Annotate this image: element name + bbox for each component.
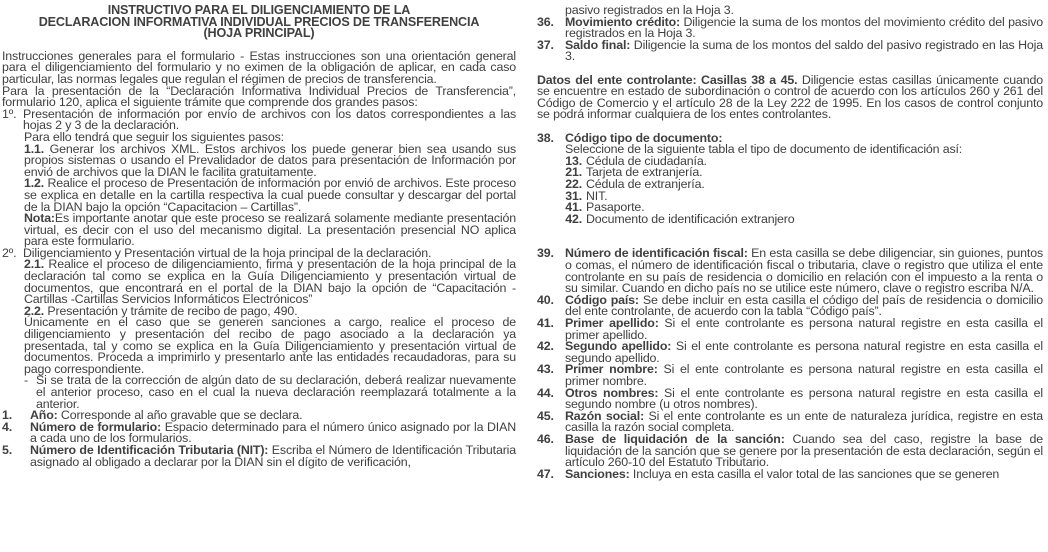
item-number: 5. xyxy=(2,442,13,457)
controlante-label: Datos del ente controlante: Casillas 38 a 45. xyxy=(537,72,798,87)
document-title xyxy=(2,5,516,40)
item-label: Sanciones: xyxy=(565,466,630,481)
list-item xyxy=(537,341,1043,364)
title-line-3: (HOJA PRINCIPAL) xyxy=(203,26,315,41)
item-number: 38. xyxy=(537,130,554,145)
item-number: 42. xyxy=(537,339,554,354)
item-number: 4. xyxy=(2,419,13,434)
substep-1-2-text: Realice el proceso de Presentación de información por envió de archivos. Este proceso se explica en detalle en la cartilla respectiva la cual puede consultar y descargar del portal de la DIAN bajo la opción “Capacitacion – Cartillas”. xyxy=(24,176,517,214)
correction-note-text: Si se trata de la corrección de algún dato de su declaración, deberá realizar nuevamente el anterior proceso, caso en el cual la nueva declaración reemplazará totalmente a la anterior. xyxy=(36,373,516,411)
item-text: Si el ente controlante es persona natural registre en esta casilla el segundo apellido. xyxy=(565,339,1043,365)
item-text: En esta casilla se debe diligenciar, sin guiones, puntos o comas, el número de identificación fiscal o tributaria, clave o registro que utiliza el ente controlante en su país de residencia o domicilio en relación con el impuesto a la renta o su similar. Cuando en dicho país no se utilice este número, clave o registro escriba N/A. xyxy=(565,246,1043,296)
presentation-paragraph: Para la presentación de la “Declaración Informativa Individual Precios de Transferencia”, formulario 120, aplica el siguiente trámite que comprende dos grandes pasos: xyxy=(2,83,516,110)
list-item xyxy=(537,364,1043,387)
item-text: Diligencie la suma de los montos del saldo del pasivo registrado en las Hoja 3. xyxy=(565,37,1043,64)
item-text: Si el ente controlante es persona natural registre en esta casilla el primer nombre. xyxy=(565,362,1043,388)
substep-1-1-text: Generar los archivos XML. Estos archivos los puede generar bien sea usando sus propios sistemas o usando el Prevalidador de datos para presentación de Información por envió de archivos que la DIAN le facilita gratuitamente. xyxy=(24,141,516,179)
list-item xyxy=(537,431,1043,470)
item-number: 37. xyxy=(537,37,554,52)
item-label: Primer apellido: xyxy=(565,316,659,331)
item-label: Saldo final: xyxy=(565,37,631,52)
item-label: Número de identificación fiscal: xyxy=(565,246,748,261)
item-number: 46. xyxy=(537,431,554,446)
item-number: 40. xyxy=(537,292,554,307)
substep-2-2-detail: Únicamente en el caso que se generen sanciones a cargo, realice el proceso de diligenciamiento y presentación del recibo de pago asociado a la declaración ya presentada, tal y como se explica en la Guía Diligenciamiento y presentación virtual de documentos. Proceda a imprimirlo y presentarlo ante las entidades recaudadoras, para su pago correspondiente. xyxy=(24,315,516,376)
item-number: 43. xyxy=(537,362,554,377)
step-1-subtitle: Para ello tendrá que seguir los siguientes pasos: xyxy=(24,129,284,144)
substep-2-1-text: Realice el proceso de diligenciamiento, firma y presentación de la hoja principal de la declaración tal como se explica en la Guía Diligenciamiento y presentación virtual de documentos, que encontrará en el portal de la DIAN bajo la opción de “Capacitación - Cartillas -Cartillas Servicios Informáticos Electrónicos” xyxy=(24,257,516,307)
step-1-text: Presentación de información por envío de archivos con los datos correspondientes a las hojas 2 y 3 de la declaración. xyxy=(23,106,516,133)
item-label: Año: xyxy=(30,408,58,423)
item-label: Base de liquidación de la sanción: xyxy=(565,431,785,446)
substep-2-1 xyxy=(24,259,516,305)
controlante-paragraph xyxy=(537,72,1043,122)
note-text: Es importante anotar que este proceso se realizará solamente mediante presentación virtual, es decir con el uso del mecanismo digital. La presentación presencial NO aplica para este formulario. xyxy=(24,211,516,249)
item-label: Código país: xyxy=(565,292,639,307)
substep-1-1-number: 1.1. xyxy=(24,141,45,156)
item-text: Incluya en esta casilla el valor total de las sanciones que se generen xyxy=(629,466,1000,481)
step-2-text: Diligenciamiento y Presentación virtual de la hoja principal de la declaración. xyxy=(23,245,432,260)
dash-marker: - xyxy=(24,373,28,388)
correction-note xyxy=(24,375,516,410)
item-label: Código tipo de documento: xyxy=(565,130,723,145)
doc-type-label: NIT. xyxy=(586,188,608,203)
item-text: Cuando sea del caso, registre la base de liquidación de la sanción que se genere por la presentación de esta declaración, según el artículo 260-10 del Estatuto Tributario. xyxy=(565,431,1043,470)
right-column xyxy=(537,5,1043,480)
substep-2-2-number: 2.2. xyxy=(24,303,45,318)
doc-type-code: 21. xyxy=(565,165,582,180)
doc-type-code: 22. xyxy=(565,176,582,191)
item-number: 41. xyxy=(537,316,554,331)
substep-1-1 xyxy=(24,141,516,179)
list-item xyxy=(537,14,1043,41)
controlante-text: Diligencie estas casillas únicamente cuando se encuentre en estado de subordinación o control de acuerdo con los artículos 260 y 261 del Código de Comercio y el artículo 28 de la Ley 222 de 1995. En los casos de control conjunto se podrá informar cualquiera de los entes controlantes. xyxy=(537,72,1043,122)
doc-type-code: 42. xyxy=(565,211,582,226)
item-number: 1. xyxy=(2,408,13,423)
substep-2-1-number: 2.1. xyxy=(24,257,45,272)
item-number: 47. xyxy=(537,466,554,481)
item-text: Corresponde al año gravable que se declara. xyxy=(57,408,303,423)
item-text: Si el ente controlante es persona natural registre en esta casilla el primer apellido. xyxy=(565,316,1043,342)
item-text: Diligencie la suma de los montos del movimiento crédito del pasivo registrados en la Hoja 3. xyxy=(565,14,1043,41)
doc-type-code: 41. xyxy=(565,200,582,215)
doc-type-label: Tarjeta de extranjería. xyxy=(586,165,703,180)
doc-type-item xyxy=(561,211,1043,226)
doc-type-code: 31. xyxy=(565,188,582,203)
document-type-list xyxy=(537,153,1043,226)
list-item xyxy=(537,37,1043,64)
list-item xyxy=(537,248,1043,294)
list-item xyxy=(537,292,1043,319)
item-text: Si el ente controlante es persona natural registre en esta casilla el segundo nombre (u otros nombres). xyxy=(565,385,1043,412)
item-text: Se debe incluir en esta casilla el código del país de residencia o domicilio del ente controlante, de acuerdo con la tabla “Código país”. xyxy=(565,292,1043,319)
item-list-right xyxy=(537,248,1043,480)
item-number: 36. xyxy=(537,14,554,29)
doc-type-label: Pasaporte. xyxy=(586,200,645,215)
item-label: Movimiento crédito: xyxy=(565,14,681,29)
item-list-left xyxy=(2,410,516,468)
step-1-number: 1º. xyxy=(2,106,17,121)
doc-type-label: Cédula de ciudadanía. xyxy=(586,153,707,168)
doc-type-code: 13. xyxy=(565,153,582,168)
doc-type-label: Cédula de extranjería. xyxy=(586,176,705,191)
step-2-number: 2º. xyxy=(2,245,17,260)
doc-type-item xyxy=(561,176,1043,191)
continued-text: pasivo registrados en la Hoja 3. xyxy=(565,3,734,17)
item-text: Escriba el Número de Identificación Tributaria asignado al obligado a declarar por la DIAN sin el dígito de verificación, xyxy=(30,442,517,469)
intro-paragraph: Instrucciones generales para el formulario - Estas instrucciones son una orientación general para el diligenciamiento del formulario y no eximen de la obligación de aplicar, en cada caso particular, las normas legales que regulan el régimen de precios de transferencia. xyxy=(2,48,516,86)
list-item xyxy=(537,466,1043,481)
note-paragraph xyxy=(24,213,516,248)
list-item xyxy=(2,442,517,469)
list-item xyxy=(537,318,1043,341)
item-label: Primer nombre: xyxy=(565,362,658,377)
item-label: Número de formulario: xyxy=(30,419,162,434)
item-text: Si el ente controlante es un ente de naturaleza jurídica, registre en esta casilla la razón social completa. xyxy=(565,408,1043,435)
item-text: Espacio determinado para el número único asignado por la DIAN a cada uno de los formularios. xyxy=(30,419,516,446)
item-label: Razón social: xyxy=(565,408,645,423)
substep-1-2-number: 1.2. xyxy=(24,176,45,191)
step-1 xyxy=(2,106,516,133)
substep-1-2 xyxy=(24,178,516,213)
item-label: Número de Identificación Tributaria (NIT): xyxy=(30,442,269,457)
item-label: Otros nombres: xyxy=(565,385,659,400)
list-item xyxy=(537,408,1043,435)
item-number: 39. xyxy=(537,246,554,261)
substep-2-2-text: Presentación y trámite de recibo de pago, 490. xyxy=(47,303,298,318)
item-number: 44. xyxy=(537,385,554,400)
doc-type-label: Documento de identificación extranjero xyxy=(586,211,795,226)
title-line-2: DECLARACION INFORMATIVA INDIVIDUAL PRECIOS DE TRANSFERENCIA xyxy=(38,14,480,29)
left-column xyxy=(2,5,516,468)
list-item xyxy=(537,385,1043,412)
title-line-1: INSTRUCTIVO PARA EL DILIGENCIAMIENTO DE LA xyxy=(107,3,411,17)
item-38-text: Seleccione de la siguiente tabla el tipo de documento de identificación así: xyxy=(565,142,963,157)
item-label: Segundo apellido: xyxy=(565,339,672,354)
item-number: 45. xyxy=(537,408,554,423)
note-label: Nota: xyxy=(24,211,55,226)
list-item xyxy=(2,419,516,446)
